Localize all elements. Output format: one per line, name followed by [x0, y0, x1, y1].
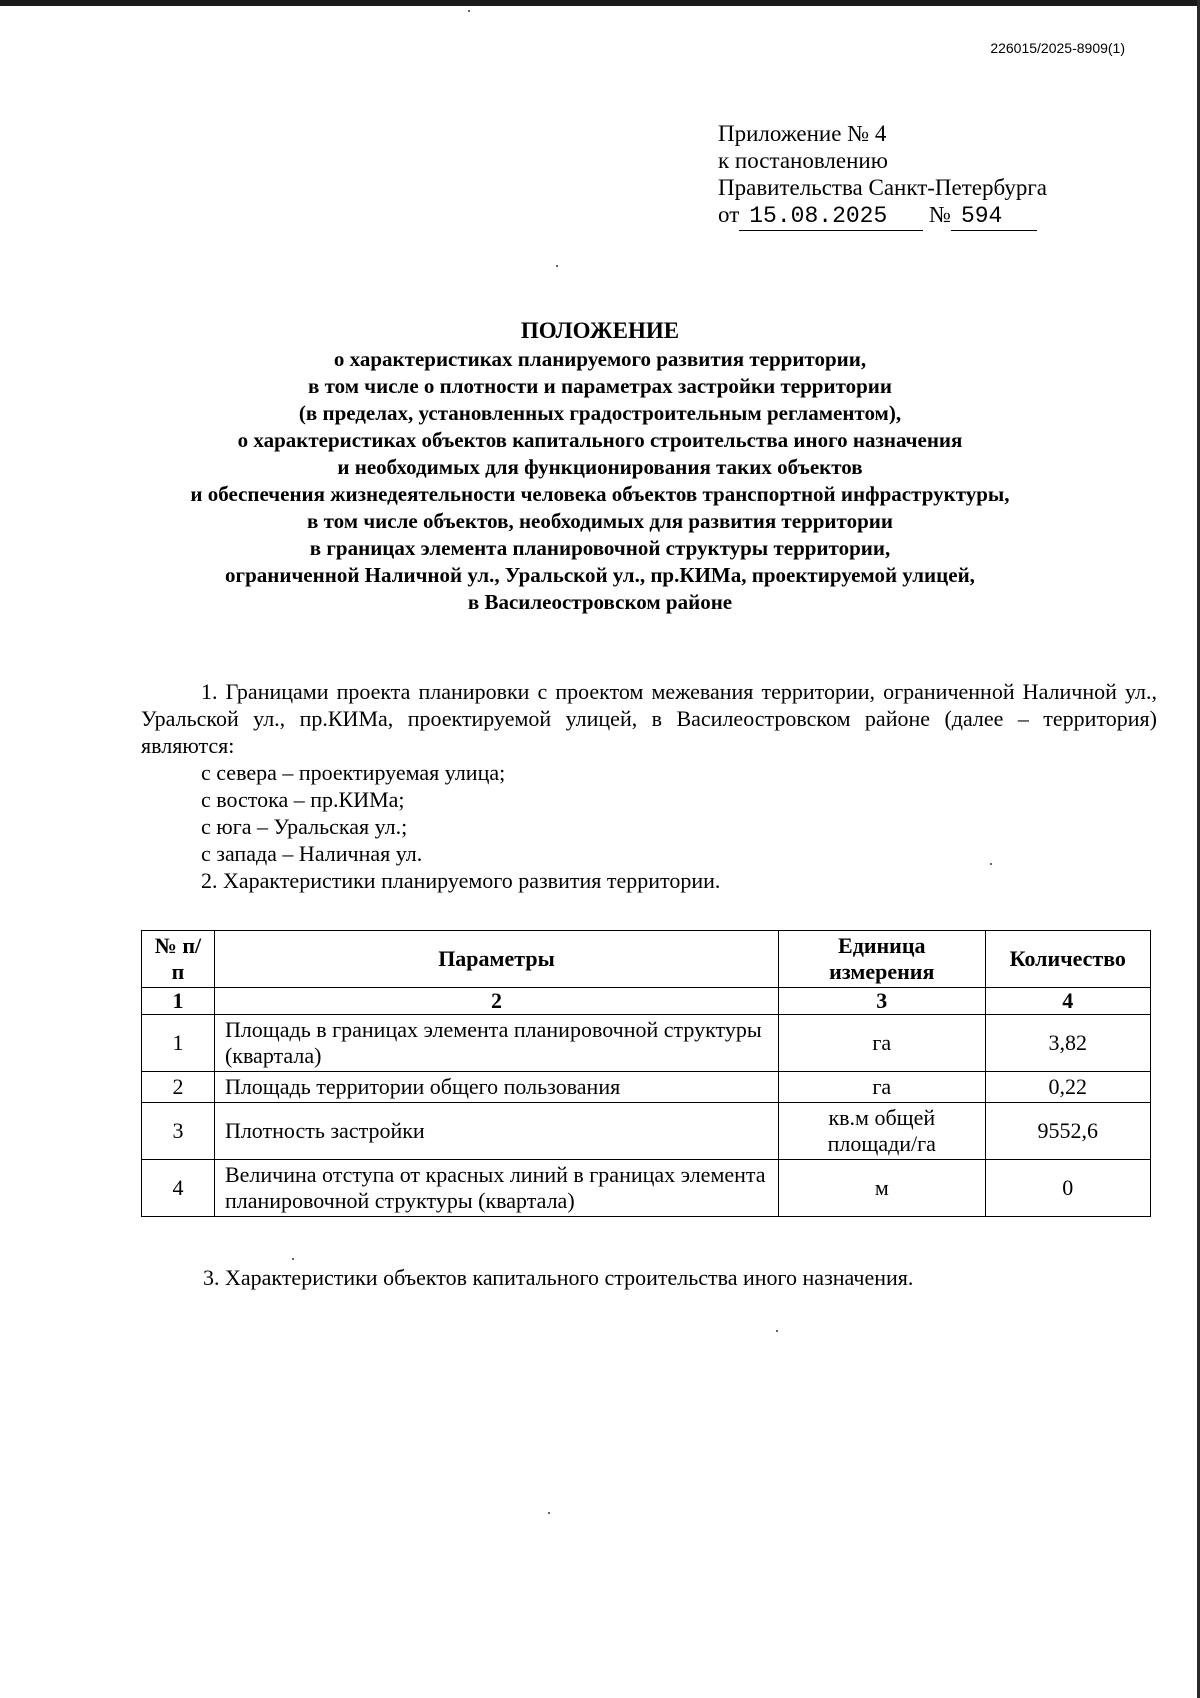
title-line: и обеспечения жизнедеятельности человека объектов транспортной инфраструктуры,	[190, 482, 1010, 506]
column-number: 3	[779, 988, 986, 1015]
row-number: 1	[142, 1015, 215, 1072]
scan-speck	[468, 10, 470, 12]
appendix-line-3: Правительства Санкт-Петербурга	[718, 175, 1047, 200]
title-line: о характеристиках объектов капитального строительства иного назначения	[237, 428, 963, 452]
document-title	[100, 316, 1100, 616]
table-row	[142, 1160, 1151, 1217]
header-number: № п/п	[142, 931, 215, 988]
row-unit: га	[779, 1015, 986, 1072]
appendix-date-line	[718, 201, 1047, 231]
paragraph-2: 2. Характеристики планируемого развития территории.	[201, 868, 721, 893]
header-parameters: Параметры	[214, 931, 778, 988]
scan-speck	[548, 1512, 550, 1514]
row-parameter: Плотность застройки	[214, 1103, 778, 1160]
title-line: ограниченной Наличной ул., Уральской ул., пр.КИМа, проектируемой улицей,	[225, 563, 975, 587]
row-quantity: 0	[985, 1160, 1150, 1217]
title-line: о характеристиках планируемого развития территории,	[333, 347, 867, 371]
column-number: 1	[142, 988, 215, 1015]
row-parameter: Величина отступа от красных линий в границах элемента планировочной структуры (квартала)	[214, 1160, 778, 1217]
row-number: 3	[142, 1103, 215, 1160]
appendix-line-2: к постановлению	[718, 148, 888, 173]
table-row	[142, 1015, 1151, 1072]
table-row	[142, 1103, 1151, 1160]
appendix-line-1: Приложение № 4	[718, 121, 887, 146]
date-prefix: от	[718, 202, 740, 227]
table-row	[142, 1072, 1151, 1103]
registration-number: 226015/2025-8909(1)	[990, 40, 1125, 56]
header-quantity: Количество	[985, 931, 1150, 988]
row-number: 4	[142, 1160, 215, 1217]
boundary-west: с запада – Наличная ул.	[201, 841, 423, 866]
header-unit: Единица измерения	[779, 931, 986, 988]
appendix-block	[718, 120, 1047, 231]
scan-speck	[990, 863, 992, 865]
row-number: 2	[142, 1072, 215, 1103]
row-quantity: 0,22	[985, 1072, 1150, 1103]
title-line: (в пределах, установленных градостроительным регламентом),	[298, 401, 902, 425]
decree-date: 15.08.2025	[739, 203, 923, 231]
row-parameter: Площадь в границах элемента планировочной структуры (квартала)	[214, 1015, 778, 1072]
row-unit: га	[779, 1072, 986, 1103]
decree-number: 594	[951, 203, 1037, 231]
boundary-east: с востока – пр.КИМа;	[201, 787, 405, 812]
scan-speck	[776, 1330, 778, 1332]
title-line: в Василеостровском районе	[467, 590, 733, 614]
scan-speck	[556, 265, 558, 267]
boundary-north: с севера – проектируемая улица;	[201, 760, 506, 785]
title-line: в том числе объектов, необходимых для развития территории	[307, 509, 893, 533]
title-line: в границах элемента планировочной структуры территории,	[309, 536, 891, 560]
title-line: и необходимых для функционирования таких объектов	[337, 455, 863, 479]
row-unit: м	[779, 1160, 986, 1217]
column-number: 2	[214, 988, 778, 1015]
title-line: в том числе о плотности и параметрах застройки территории	[308, 374, 892, 398]
table-header-row	[142, 931, 1151, 988]
row-quantity: 3,82	[985, 1015, 1150, 1072]
scan-top-edge	[0, 0, 1200, 6]
number-prefix: №	[929, 202, 951, 227]
row-parameter: Площадь территории общего пользования	[214, 1072, 778, 1103]
column-number: 4	[985, 988, 1150, 1015]
parameters-table	[141, 930, 1151, 1217]
scan-speck	[292, 1258, 294, 1260]
paragraph-1: 1. Границами проекта планировки с проектом межевания территории, ограниченной Наличной ул., Уральской ул., пр.КИМа, проектируемой улицей, в Василеостровском районе (далее – территория) являются:	[141, 679, 1157, 758]
column-numbers-row	[142, 988, 1151, 1015]
body-text	[141, 678, 1157, 894]
row-quantity: 9552,6	[985, 1103, 1150, 1160]
boundary-south: с юга – Уральская ул.;	[201, 814, 408, 839]
title-main: ПОЛОЖЕНИЕ	[520, 318, 680, 343]
row-unit: кв.м общей площади/га	[779, 1103, 986, 1160]
section-3-heading: 3. Характеристики объектов капитального строительства иного назначения.	[203, 1265, 914, 1290]
